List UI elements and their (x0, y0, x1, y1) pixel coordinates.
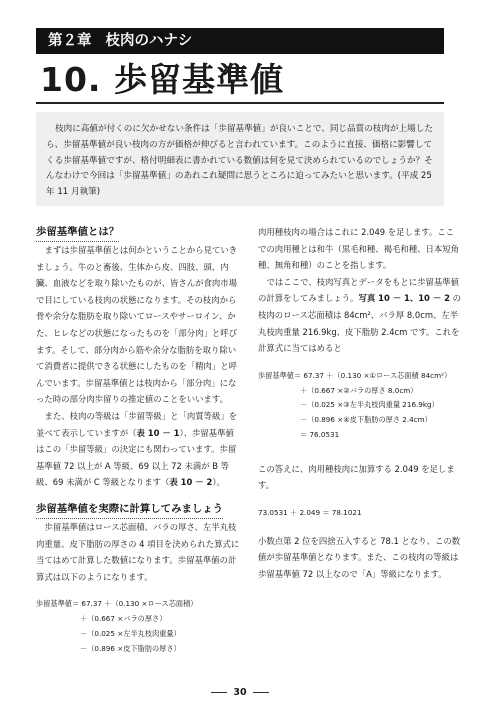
paragraph: また、枝肉の等級は「歩留等級」と「肉質等級」を並べて表示していますが（表 10 － 1）、歩留基準値はこの「歩留等級」の決定にも関わっています。歩留基準値 72 以上が A 等級、69 以上 72 未満が B 等級、69 未満が C 等級となります（表 10 － 2）。 (36, 410, 238, 488)
page-title: 10. 歩留基準値 (40, 60, 284, 99)
paragraph: まずは歩留基準値とは何かということから見ていきましょう。牛のと畜後、生体から皮、四肢、頭、内臓、血液などを取り除いたものが、皆さんが食肉市場で目にしている枝肉の状態になります。その枝肉から骨や余分な脂肪を取り除いてロースやサーロイン、かた、ヒレなどの状態になったものを「部分肉」と呼びます。そして、部分肉から筋や余分な脂肪を取り除いて消費者に提供できる状態にしたものを「精肉」と呼んでいます。歩留基準値とは枝肉から「部分肉」になった時の部分肉歩留りの推定値のことをいいます。 (36, 245, 238, 405)
section-heading-what-is: 歩留基準値とは？ (36, 224, 119, 242)
calc-line: ＋（0.667 ×②バラの厚さ 8.0cm） (300, 385, 418, 395)
paragraph: ではここで、枝肉写真とデータをもとに歩留基準値の計算をしてみましょう。写真 10 － 1、10 － 2 の枝肉のロース芯面積は 84cm²、バラ厚 8.0cm、左半丸枝肉重量 216.9kg、皮下脂肪 2.4cm です。これを計算式に当てはめると (258, 276, 461, 354)
calc-result: ＝ 76.0531 (300, 429, 340, 439)
calc-line: 歩留基準値＝ 67.37 ＋（0.130 ×①ロース芯面積 84cm²） (258, 370, 452, 380)
calc-line: －（0.896 ×④皮下脂肪の厚さ 2.4cm） (300, 415, 432, 425)
left-column (36, 224, 240, 656)
paragraph: 肉用種枝肉の場合はこれに 2.049 を足します。ここでの肉用種とは和牛（黒毛和種、褐毛和種、日本短角種、無角和種）のことを指します。 (258, 227, 459, 271)
table-reference: 表 10 － 1 (136, 427, 180, 438)
right-column (258, 224, 462, 583)
calc-line: －（0.025 ×③左半丸枝肉重量 216.9kg） (300, 400, 439, 410)
page-number-dash (253, 692, 269, 693)
page-number: 30 (0, 687, 480, 698)
photo-reference: 写真 10 － 1、10 － 2 (358, 293, 450, 304)
chapter-number: 第２章 (48, 33, 92, 49)
sum-line: 73.0531 ＋ 2.049 ＝ 78.1021 (258, 507, 362, 517)
chapter-header (36, 28, 444, 54)
paragraph: 小数点第 2 位を四捨五入すると 78.1 となり、この数値が歩留基準値となります。また、この枝肉の等級は歩留基準値 72 以上なので「A」等級になります。 (258, 535, 461, 579)
intro-text: 枝肉に高値が付くのに欠かせない条件は「歩留基準値」が良いことで、同じ品質の枝肉が上場したら、歩留基準値が良い枝肉の方が価格が伸びると言われています。このように直接、価格に影響してくる歩留基準値ですが、格付明細表に書かれている数値は何を見て決められているのでしょうか？そんなわけで今回は「歩留基準値」のあれこれ疑問に思うところに迫ってみたいと思います。(平成 25 年 11 月執筆) (46, 124, 433, 198)
formula-block (36, 597, 240, 656)
table-reference: 表 10 － 2 (169, 477, 213, 488)
formula-line: －（0.025 ×左半丸枝肉重量） (80, 628, 181, 638)
calculation-block (258, 369, 462, 443)
formula-line: 歩留基準値＝ 67.37 ＋（0.130 ×ロース芯面積） (36, 599, 198, 609)
intro-box (36, 112, 444, 206)
formula-line: －（0.896 ×皮下脂肪の厚さ） (80, 643, 181, 653)
formula-line: ＋（0.667 ×バラの厚さ） (80, 614, 167, 624)
paragraph: この答えに、肉用種枝肉に加算する 2.049 を足します。 (258, 463, 455, 491)
page-number-dash (211, 692, 227, 693)
title-rule (36, 102, 444, 104)
section-heading-calculate: 歩留基準値を実際に計算してみましょう (36, 501, 223, 519)
paragraph: 歩留基準値はロース芯面積、バラの厚さ、左半丸枝肉重量、皮下脂肪の厚さの 4 項目を決められた算式に当てはめて計算した数値になります。歩留基準値の計算式は以下のようになります。 (36, 521, 240, 582)
chapter-title: 枝肉のハナシ (105, 33, 193, 49)
